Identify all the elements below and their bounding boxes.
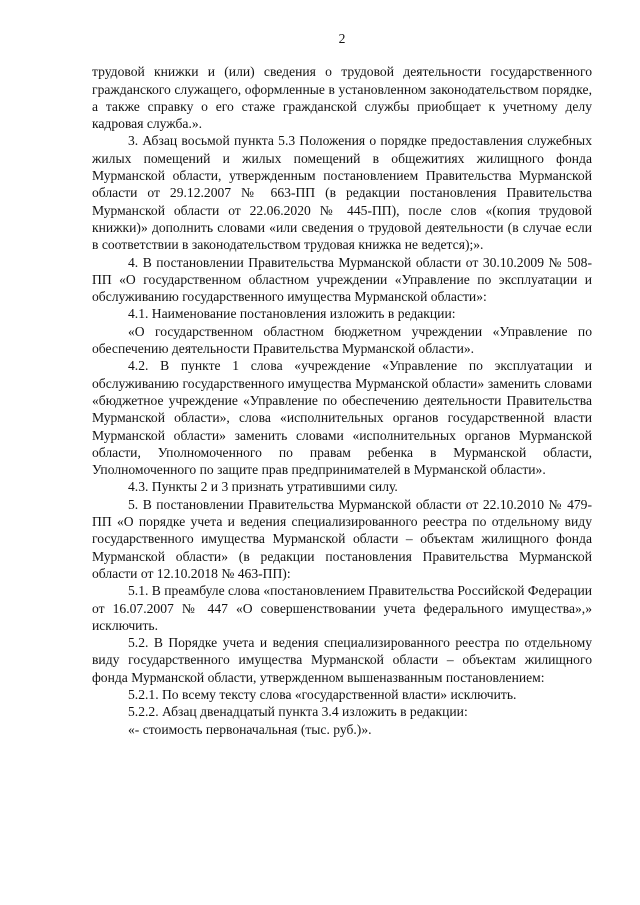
paragraph: 5.2.1. По всему тексту слова «государственной власти» исключить. — [128, 686, 517, 702]
document-body — [92, 63, 592, 738]
document-page — [92, 30, 592, 738]
page-number: 2 — [338, 31, 346, 46]
paragraph: «- стоимость первоначальная (тыс. руб.)». — [128, 721, 372, 737]
paragraph: 4.3. Пункты 2 и 3 признать утратившими силу. — [128, 479, 398, 495]
paragraph: 4.2. В пункте 1 слова «учреждение «Управление по эксплуатации и обслуживанию государственного имущества Мурманской области» заменить словами «бюджетное учреждение «Управление по обеспечению деятельности Правительства Мурманской области», слова «исполнительных органов государственной власти Мурманской области» заменить словами «исполнительных органов Мурманской области, Уполномоченного по правам ребенка в Мурманской области, Уполномоченного по защите прав предпринимателей в Мурманской области». — [92, 358, 592, 478]
paragraph: 5.2. В Порядке учета и ведения специализированного реестра по отдельному виду государственного имущества Мурманской области – объектам жилищного фонда Мурманской области, утвержденном вышеназванным постановлением: — [92, 635, 592, 685]
paragraph: «О государственном областном бюджетном учреждении «Управление по обеспечению деятельности Правительства Мурманской области». — [92, 323, 592, 357]
paragraph: 4.1. Наименование постановления изложить в редакции: — [128, 306, 456, 322]
paragraph: 5. В постановлении Правительства Мурманской области от 22.10.2010 № 479-ПП «О порядке учета и ведения специализированного реестра по отдельному виду государственного имущества Мурманской области – объектам жилищного фонда Мурманской области» (в редакции постановления Правительства Мурманской области от 12.10.2018 № 463-ПП): — [92, 496, 592, 581]
paragraph: 5.1. В преамбуле слова «постановлением Правительства Российской Федерации от 16.07.2007 № 447 «О совершенствовании учета федерального имущества»,» исключить. — [92, 583, 592, 633]
paragraph: 3. Абзац восьмой пункта 5.3 Положения о порядке предоставления служебных жилых помещений и жилых помещений в общежитиях жилищного фонда Мурманской области, утвержденным постановлением Правительства Мурманской области от 29.12.2007 № 663-ПП (в редакции постановления Правительства Мурманской области от 22.06.2020 № 445-ПП), после слов «(копия трудовой книжки)» дополнить словами «или сведения о трудовой деятельности (в случае если в соответствии в законодательством трудовая книжка не ведется);». — [92, 133, 592, 253]
paragraph: трудовой книжки и (или) сведения о трудовой деятельности государственного гражданского служащего, оформленные в установленном законодательством порядке, а также справку о его стаже гражданской службы приобщает к учетному делу кадровая служба.». — [92, 64, 592, 132]
paragraph: 4. В постановлении Правительства Мурманской области от 30.10.2009 № 508-ПП «О государственном областном учреждении «Управление по эксплуатации и обслуживанию государственного имущества Мурманской области»: — [92, 254, 592, 305]
paragraph: 5.2.2. Абзац двенадцатый пункта 3.4 изложить в редакции: — [128, 704, 468, 720]
